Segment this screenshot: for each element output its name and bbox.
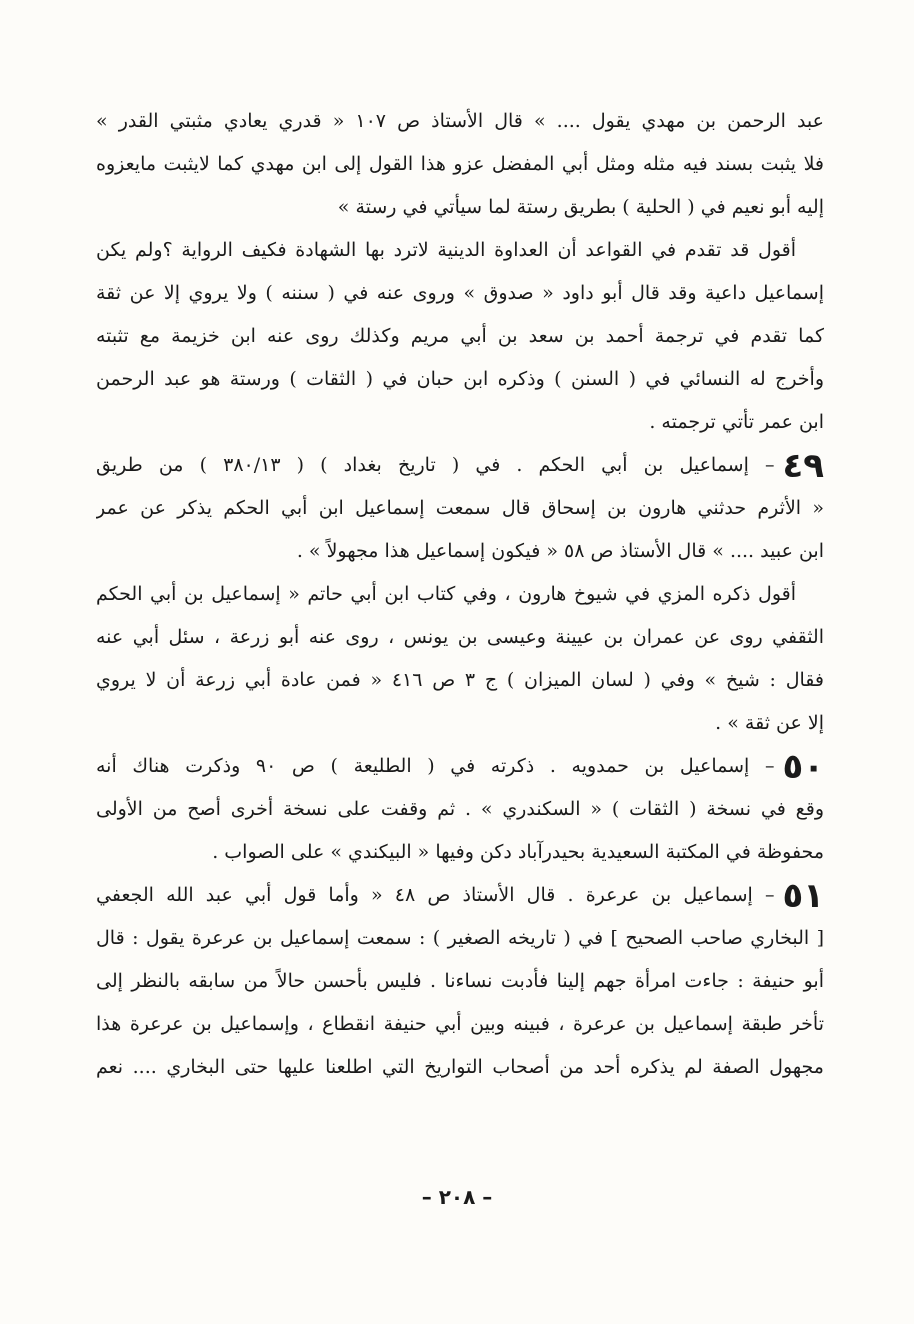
entry-50: [96, 745, 824, 874]
entry-heading-line: [96, 874, 824, 917]
entry-number: ٥١: [782, 875, 824, 916]
text-line: الثقفي روى عن عمران بن عيينة وعيسى بن يونس ، روى عنه أبو زرعة ، سئل أبي عنه: [96, 626, 824, 648]
text-line: ابن عمر تأتي ترجمته .: [649, 411, 824, 433]
text-line: إلا عن ثقة » .: [715, 712, 824, 734]
text-line: أبو حنيفة : جاءت امرأة جهم إلينا فأدبت نساءنا . فليس بأحسن حالاً من سابقه بالنظر إلى: [96, 970, 824, 992]
page-body: [96, 100, 824, 1324]
text-line: أقول ذكره المزي في شيوخ هارون ، وفي كتاب ابن أبي حاتم « إسماعيل بن أبي الحكم: [96, 583, 796, 605]
entry-number: ٤٩: [782, 445, 824, 486]
text-line: مجهول الصفة لم يذكره أحد من أصحاب التواريخ التي اطلعنا عليها حتى البخاري .... نعم: [96, 1056, 824, 1078]
text-line: عبد الرحمن بن مهدي يقول .... » قال الأستاذ ص ١٠٧ « قدري يعادي مثبتي القدر »: [96, 110, 824, 132]
text-line: إسماعيل داعية وقد قال أبو داود « صدوق » وروى عنه في ( سننه ) ولا يروي إلا عن ثقة: [96, 282, 824, 304]
text-line: فلا يثبت بسند فيه مثله ومثل أبي المفضل عزو هذا القول إلى ابن مهدي كما لايثبت مايعزوه: [96, 153, 824, 175]
text-line: وقع في نسخة ( الثقات ) « السكندري » . ثم وقفت على نسخة أخرى أصح من الأولى: [96, 798, 824, 820]
text-line: فقال : شيخ » وفي ( لسان الميزان ) ج ٣ ص ٤١٦ « فمن عادة أبي زرعة أن لا يروي: [96, 669, 824, 691]
entry-heading-line: [96, 745, 824, 788]
entry-51: [96, 874, 824, 1089]
text-line: « الأثرم حدثني هارون بن إسحاق قال سمعت إسماعيل ابن أبي الحكم يذكر عن عمر: [96, 497, 824, 519]
text-line: إليه أبو نعيم في ( الحلية ) بطريق رستة لما سيأتي في رستة »: [337, 196, 824, 218]
text-line: وأخرج له النسائي في ( السنن ) وذكره ابن حبان في ( الثقات ) ورستة هو عبد الرحمن: [96, 368, 824, 390]
text-line: تأخر طبقة إسماعيل بن عرعرة ، فبينه وبين أبي حنيفة انقطاع ، وإسماعيل بن عرعرة هذا: [96, 1013, 824, 1035]
text-span: – إسماعيل بن حمدويه . ذكرته في ( الطليعة ) ص ٩٠ وذكرت هناك أنه: [96, 755, 775, 777]
text-line: ابن عبيد .... » قال الأستاذ ص ٥٨ « فيكون إسماعيل هذا مجهولاً » .: [296, 540, 824, 562]
text-span: – إسماعيل بن عرعرة . قال الأستاذ ص ٤٨ « وأما قول أبي عبد الله الجعفي: [96, 884, 775, 906]
entry-heading-line: [96, 444, 824, 487]
text-span: – إسماعيل بن أبي الحكم . في ( تاريخ بغداد ) ( ٣٨٠/١٣ ) من طريق: [96, 454, 775, 476]
text-line: كما تقدم في ترجمة أحمد بن سعد بن أبي مريم وكذلك روى عنه ابن خزيمة مع تثبته: [96, 325, 824, 347]
entry-number: ٥٠: [782, 746, 824, 787]
paragraph: [96, 100, 824, 229]
text-line: أقول قد تقدم في القواعد أن العداوة الدينية لاترد بها الشهادة فكيف الرواية ؟ولم يكن: [96, 239, 796, 261]
text-line: [ البخاري صاحب الصحيح ] في ( تاريخه الصغير ) : سمعت إسماعيل بن عرعرة يقول : قال: [96, 927, 824, 949]
entry-49: [96, 444, 824, 573]
paragraph: [96, 573, 824, 745]
paragraph: [96, 229, 824, 444]
page-number: – ٢٠٨ –: [421, 1185, 493, 1209]
text-line: محفوظة في المكتبة السعيدية بحيدرآباد دكن وفيها « البيكندي » على الصواب .: [212, 841, 824, 863]
